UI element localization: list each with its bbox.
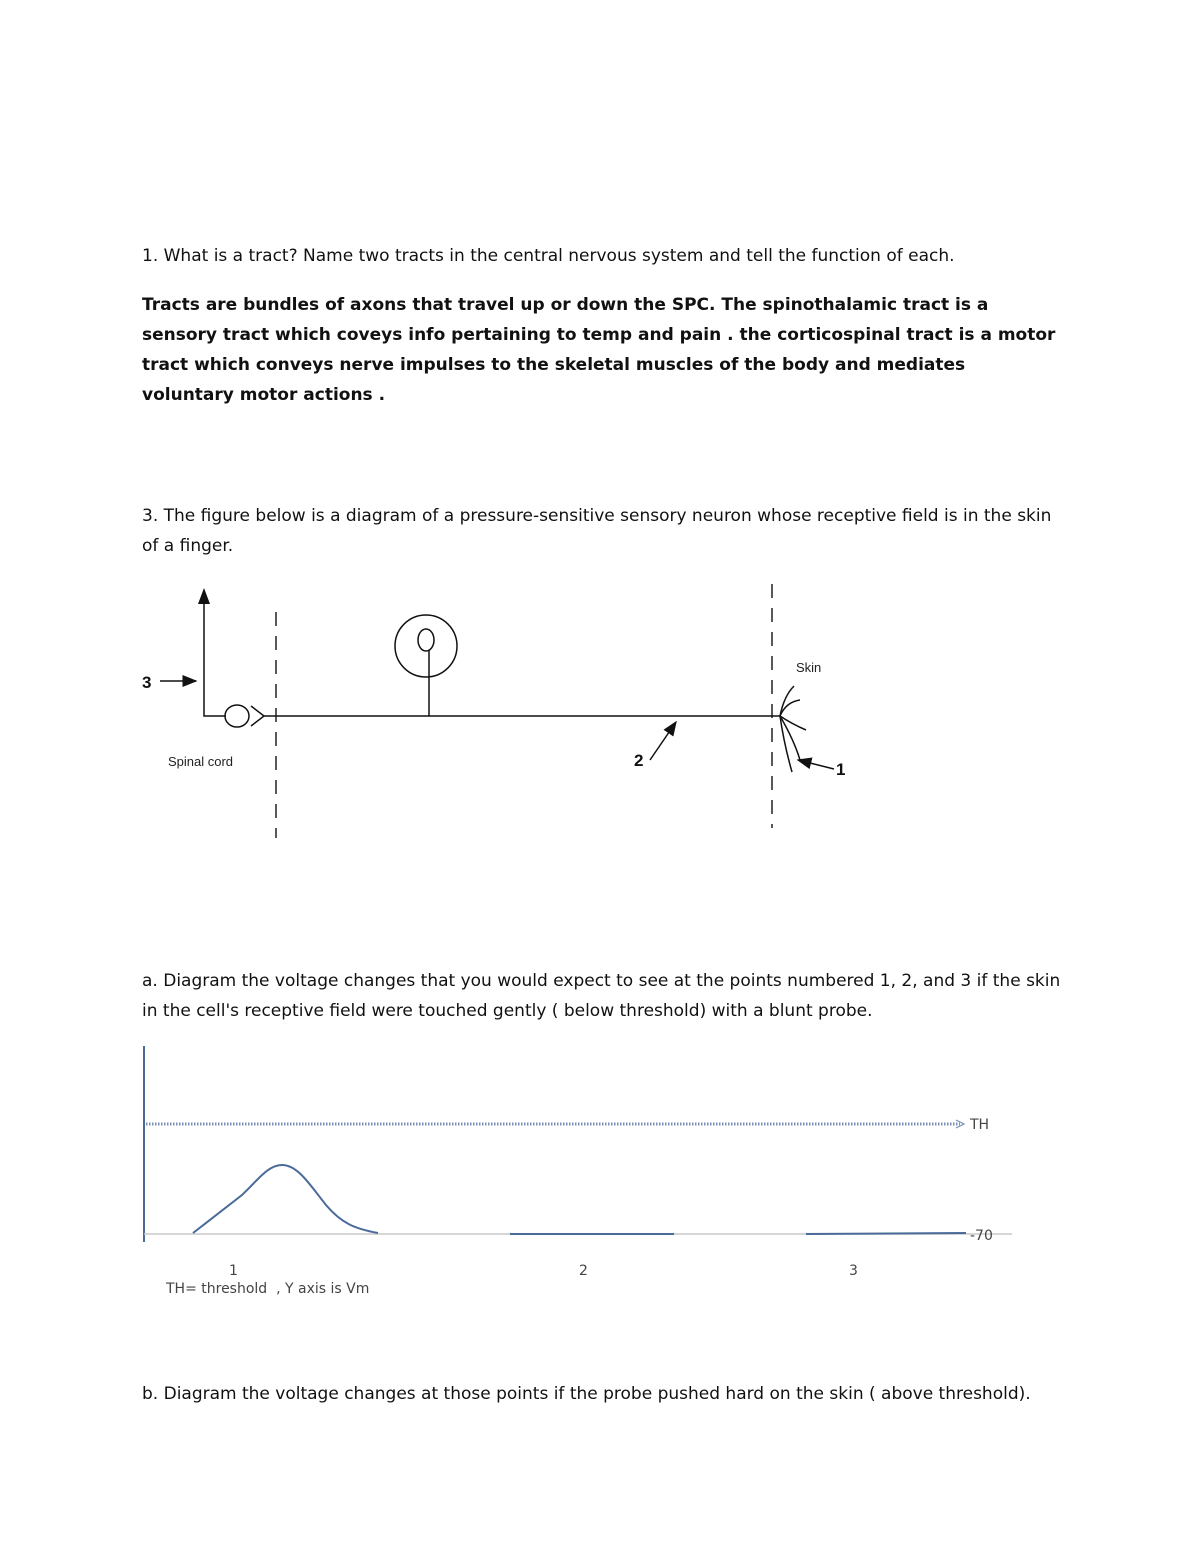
- ascending-axon: [204, 592, 226, 716]
- ascending-arrowhead: [198, 588, 210, 604]
- synapse-cleft: [251, 706, 264, 726]
- question-1: 1. What is a tract? Name two tracts in the central nervous system and tell the function of each.: [142, 246, 955, 266]
- threshold-label: TH: [970, 1117, 990, 1133]
- cell-body: [395, 615, 457, 677]
- synaptic-terminal: [225, 705, 249, 727]
- x-label-1: 1: [229, 1263, 238, 1279]
- x-label-2: 2: [579, 1263, 588, 1279]
- point-2-arrow: [650, 722, 676, 760]
- answer-1: Tracts are bundles of axons that travel up or down the SPC. The spinothalamic tract is a sensory tract which coveys info pertaining to temp and pain . the corticospinal tract is a motor tract which conveys nerve impulses to the skeletal muscles of the body and mediates voluntary motor actions .: [142, 295, 1056, 405]
- point-3-label: 3: [142, 673, 152, 692]
- point-1-label: 1: [836, 760, 846, 779]
- point-2-label: 2: [634, 751, 644, 770]
- nucleus: [418, 629, 434, 651]
- voltage-graph: [0, 1040, 1200, 1300]
- question-3: 3. The figure below is a diagram of a pressure-sensitive sensory neuron whose receptive field is in the skin of a finger.: [142, 506, 1052, 556]
- spinal-cord-label: Spinal cord: [168, 754, 234, 769]
- neuron-diagram: [0, 580, 1200, 840]
- point-3-trace: [806, 1233, 966, 1234]
- graph-caption: TH= threshold , Y axis is Vm: [166, 1281, 370, 1297]
- skin-label: Skin: [796, 660, 822, 675]
- baseline-label: -70: [970, 1228, 993, 1244]
- x-label-3: 3: [849, 1263, 858, 1279]
- point-1-trace: [193, 1165, 378, 1233]
- nerve-endings: [780, 686, 806, 772]
- point-1-arrow: [798, 760, 834, 769]
- question-a: a. Diagram the voltage changes that you would expect to see at the points numbered 1, 2, and 3 if the skin in the cell's receptive field were touched gently ( below threshold) with a blunt probe.: [142, 971, 1061, 1021]
- question-b: b. Diagram the voltage changes at those points if the probe pushed hard on the skin ( above threshold).: [142, 1384, 1031, 1404]
